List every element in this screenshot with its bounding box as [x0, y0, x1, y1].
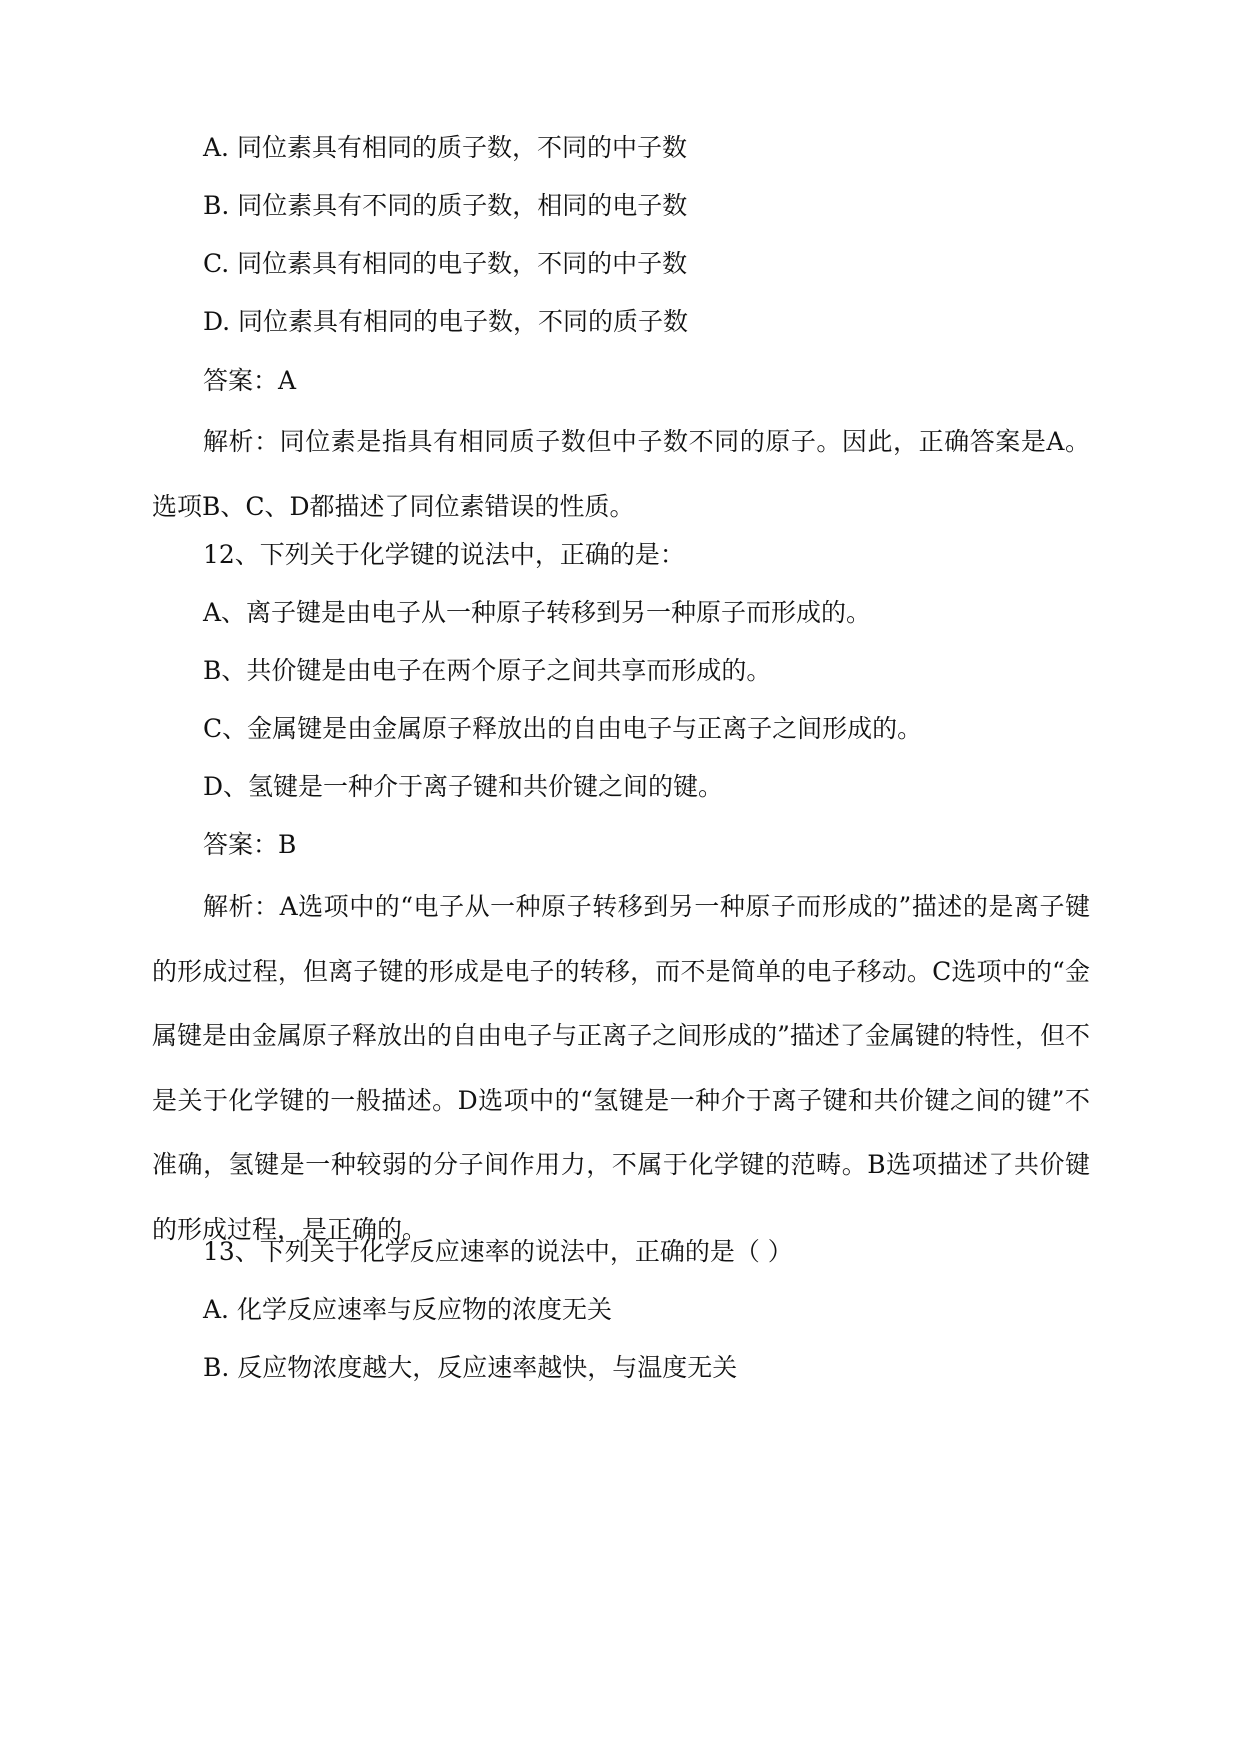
q12-option-d: D、氢键是一种介于离子键和共价键之间的键。: [203, 772, 724, 801]
q11-analysis: 解析：同位素是指具有相同质子数但中子数不同的原子。因此，正确答案是A。选项B、C、D都描述了同位素错误的性质。: [152, 427, 1090, 521]
q12-option-c: C、金属键是由金属原子释放出的自由电子与正离子之间形成的。: [203, 714, 923, 743]
q11-option-b: B. 同位素具有不同的质子数，相同的电子数: [203, 191, 688, 220]
q11-option-a: A. 同位素具有相同的质子数，不同的中子数: [203, 133, 687, 162]
q12-answer: 答案：B: [203, 830, 297, 859]
q12-option-b: B、共价键是由电子在两个原子之间共享而形成的。: [203, 656, 772, 685]
q11-answer: 答案：A: [203, 366, 297, 395]
q11-option-c: C. 同位素具有相同的电子数，不同的中子数: [203, 249, 688, 278]
q13-option-a: A. 化学反应速率与反应物的浓度无关: [203, 1295, 612, 1324]
q11-option-d: D. 同位素具有相同的电子数，不同的质子数: [203, 307, 689, 336]
q13-stem: 13、下列关于化学反应速率的说法中，正确的是（ ）: [203, 1237, 793, 1266]
q13-option-b: B. 反应物浓度越大，反应速率越快，与温度无关: [203, 1353, 738, 1382]
q12-stem: 12、下列关于化学键的说法中，正确的是：: [203, 540, 685, 569]
q12-option-a: A、离子键是由电子从一种原子转移到另一种原子而形成的。: [203, 598, 872, 627]
q12-analysis: 解析：A选项中的“电子从一种原子转移到另一种原子而形成的”描述的是离子键的形成过程，但离子键的形成是电子的转移，而不是简单的电子移动。C选项中的“金属键是由金属原子释放出的自由电子与正离子之间形成的”描述了金属键的特性，但不是关于化学键的一般描述。D选项中的“氢键是一种介于离子键和共价键之间的键”不准确，氢键是一种较弱的分子间作用力，不属于化学键的范畴。B选项描述了共价键的形成过程，是正确的。: [152, 892, 1090, 1244]
